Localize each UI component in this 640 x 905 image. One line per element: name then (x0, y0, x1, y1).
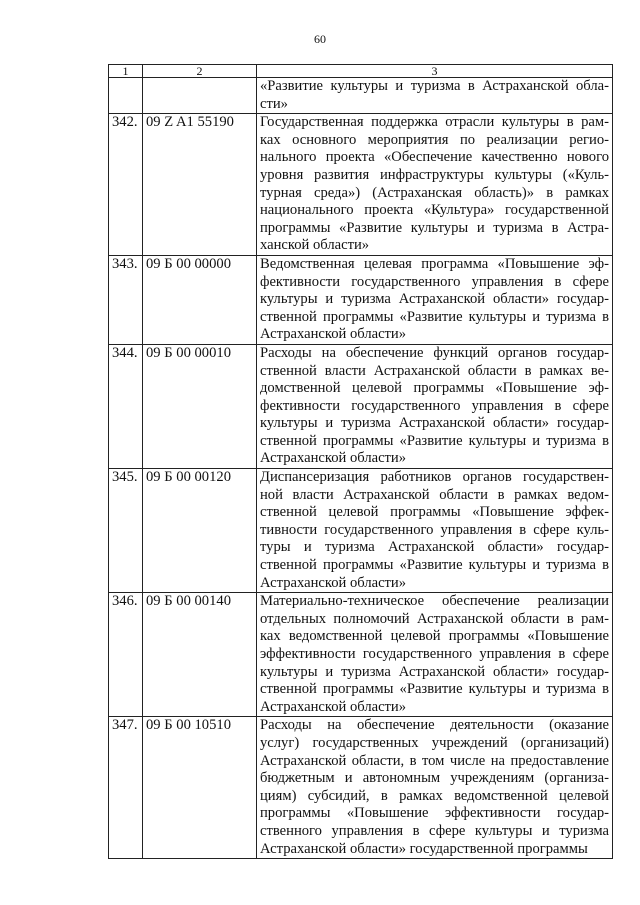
description-line: циям) субсидий, в рамках ведомственной целевой (260, 787, 609, 804)
description-line: ной власти Астраханской области в рамках ведом- (260, 486, 609, 503)
budget-code (143, 78, 257, 114)
expense-description (257, 717, 613, 859)
description-line: ственной программы «Развитие культуры и туризма в (260, 681, 609, 698)
description-line: Диспансеризация работников органов государствен- (260, 469, 609, 486)
description-line: национального проекта «Культура» государственной (260, 202, 609, 219)
description-line: культуры и туризма Астраханской области» государ- (260, 291, 609, 308)
description-line: Астраханской области» (260, 326, 407, 343)
description-line: отдельных полномочий Астраханской области в рам- (260, 610, 609, 627)
description-line: ханской области» (260, 237, 370, 254)
description-line: туры и туризма Астраханской области» государ- (260, 539, 609, 556)
description-line: ственной целевой программы «Повышение эффек- (260, 504, 609, 521)
budget-code: 09 Б 00 00010 (143, 344, 257, 468)
table-row (109, 593, 613, 717)
expense-description (257, 593, 613, 717)
description-line: программы «Развитие культуры и туризма в Астра- (260, 219, 609, 236)
description-line: ственной программы «Развитие культуры и туризма в (260, 432, 609, 449)
expense-description (257, 255, 613, 344)
description-line: бюджетным и автономным учреждениям (организа- (260, 770, 609, 787)
row-number: 343. (109, 255, 143, 344)
column-header-2: 2 (143, 65, 257, 78)
description-line: программы «Повышение эффективности государ- (260, 805, 609, 822)
row-number: 347. (109, 717, 143, 859)
description-line: нального проекта «Обеспечение качественно нового (260, 149, 609, 166)
description-line: ках основного мероприятия по реализации регио- (260, 131, 609, 148)
expense-description (257, 344, 613, 468)
budget-classification-table (108, 64, 613, 859)
row-number (109, 78, 143, 114)
description-line: Астраханской области, в том числе на предоставление (260, 752, 609, 769)
table-row (109, 344, 613, 468)
description-line: тивности государственного управления в сфере куль- (260, 521, 609, 538)
budget-code: 09 Б 00 00140 (143, 593, 257, 717)
description-line: ках ведомственной целевой программы «Повышение (260, 628, 609, 645)
column-header-3: 3 (257, 65, 613, 78)
row-number: 342. (109, 114, 143, 256)
description-line: домственной целевой программы «Повышение эф- (260, 380, 609, 397)
description-line: Астраханской области» государственной программы (260, 840, 588, 857)
expense-description (257, 114, 613, 256)
budget-code: 09 Z A1 55190 (143, 114, 257, 256)
table-header-row (109, 65, 613, 78)
description-line: Материально-техническое обеспечение реализации (260, 593, 609, 610)
description-line: Астраханской области» (260, 698, 407, 715)
description-line: «Развитие культуры и туризма в Астраханской обла- (260, 78, 609, 94)
table-row (109, 78, 613, 114)
description-line: Астраханской области» (260, 450, 407, 467)
description-line: турная среда») (Астраханская область)» в рамках (260, 184, 609, 201)
description-line: Расходы на обеспечение деятельности (оказание (260, 717, 609, 734)
description-line: Ведомственная целевая программа «Повышение эф- (260, 255, 609, 272)
description-line: Астраханской области» (260, 574, 407, 591)
expense-description (257, 78, 613, 114)
description-line: ственной программы «Развитие культуры и туризма в (260, 557, 609, 574)
expense-description (257, 469, 613, 593)
description-line: услуг) государственных учреждений (организаций) (260, 734, 609, 751)
description-line: ственного управления в сфере культуры и туризма (260, 822, 609, 839)
page-number: 60 (314, 32, 326, 46)
description-line: культуры и туризма Астраханской области» государ- (260, 663, 609, 680)
table-row (109, 255, 613, 344)
budget-code: 09 Б 00 10510 (143, 717, 257, 859)
description-line: Государственная поддержка отрасли культуры в рам- (260, 114, 609, 131)
description-line: фективности государственного управления в сфере (260, 397, 609, 414)
row-number: 344. (109, 344, 143, 468)
description-line: сти» (260, 95, 288, 112)
table-row (109, 114, 613, 256)
table-row (109, 469, 613, 593)
description-line: культуры и туризма Астраханской области» государ- (260, 415, 609, 432)
description-line: уровня развития инфраструктуры культуры («Куль- (260, 166, 609, 183)
row-number: 345. (109, 469, 143, 593)
description-line: ственной власти Астраханской области в рамках ве- (260, 362, 609, 379)
description-line: Расходы на обеспечение функций органов государ- (260, 344, 609, 361)
table-row (109, 717, 613, 859)
description-line: эффективности государственного управления в сфере (260, 646, 609, 662)
description-line: ственной программы «Развитие культуры и туризма в (260, 308, 609, 325)
budget-code: 09 Б 00 00120 (143, 469, 257, 593)
row-number: 346. (109, 593, 143, 717)
description-line: фективности государственного управления в сфере (260, 273, 609, 290)
column-header-1: 1 (109, 65, 143, 78)
budget-code: 09 Б 00 00000 (143, 255, 257, 344)
